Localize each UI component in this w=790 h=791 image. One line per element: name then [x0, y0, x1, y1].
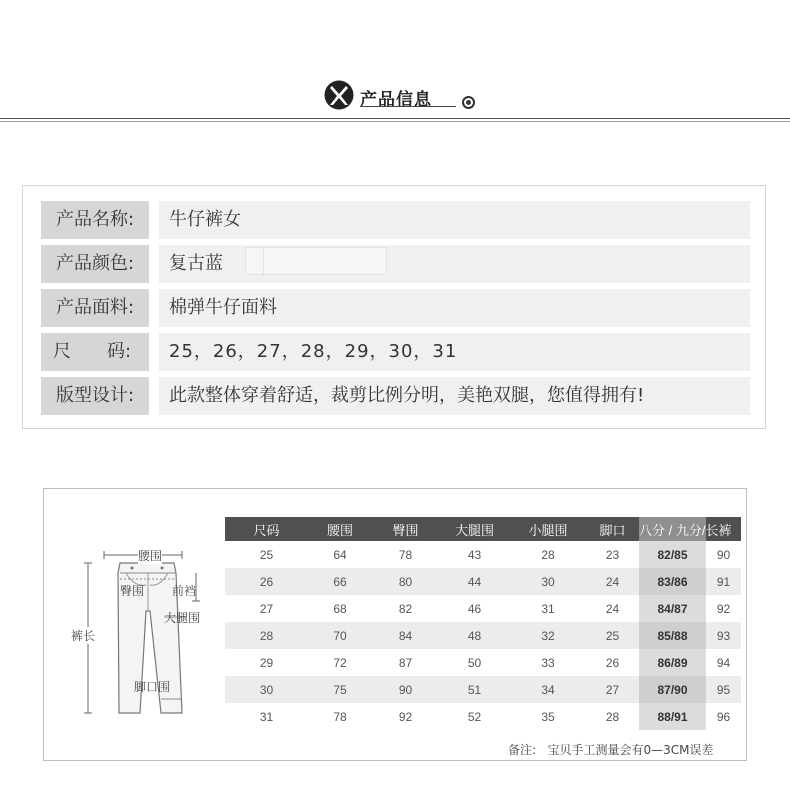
- title-underline: [360, 106, 456, 107]
- table-cell: 92: [398, 709, 413, 724]
- table-cell: 66: [308, 568, 372, 595]
- info-value: 此款整体穿着舒适，裁剪比例分明，美艳双腿，您值得拥有!: [159, 377, 750, 415]
- table-cell: 23: [605, 547, 620, 562]
- table-cell: 83/86: [639, 568, 706, 595]
- table-cell: 96: [716, 709, 731, 724]
- table-row: [225, 703, 741, 730]
- table-cell: 90: [716, 547, 731, 562]
- column-header: 腰围: [308, 517, 372, 541]
- info-value: 复古蓝: [169, 253, 223, 274]
- table-cell: 50: [467, 655, 482, 670]
- table-cell: 52: [467, 709, 482, 724]
- info-label-part: 尺: [53, 341, 71, 362]
- table-cell: 87/90: [639, 676, 706, 703]
- product-info-panel: [22, 185, 766, 429]
- info-value: 25，26，27，28，29，30，31: [159, 333, 750, 371]
- table-cell: 82/85: [639, 541, 706, 568]
- table-cell: 64: [333, 547, 347, 562]
- size-chart-panel: [43, 488, 747, 761]
- diagram-label-thigh: 大腿围: [164, 611, 201, 625]
- swatch-divider: [246, 248, 264, 276]
- size-table-header: [225, 517, 741, 541]
- table-cell: 28: [541, 547, 555, 562]
- table-cell: 25: [259, 547, 274, 562]
- info-label: [41, 333, 149, 371]
- table-cell: 27: [586, 676, 639, 703]
- table-cell: 48: [439, 622, 510, 649]
- table-cell: 31: [259, 709, 274, 724]
- measurement-note: 备注: 宝贝手工测量会有0—3CM误差: [508, 743, 714, 757]
- table-cell: 72: [333, 655, 347, 670]
- info-value: 棉弹牛仔面料: [159, 289, 750, 327]
- column-header: 大腿围: [439, 517, 510, 541]
- table-cell: 24: [605, 601, 620, 616]
- table-cell: 34: [510, 676, 586, 703]
- table-cell: 95: [706, 676, 741, 703]
- table-cell: 70: [308, 622, 372, 649]
- table-cell: 26: [225, 568, 308, 595]
- table-row: [225, 541, 741, 568]
- pants-measurement-diagram: [64, 541, 214, 716]
- info-label-part: 码:: [107, 341, 132, 362]
- color-swatch: [245, 247, 387, 275]
- info-value: 牛仔裤女: [159, 201, 750, 239]
- table-row: [225, 595, 741, 622]
- info-row-fabric: [41, 289, 750, 327]
- info-row-size: [41, 333, 750, 371]
- table-cell: 85/88: [639, 622, 706, 649]
- target-circle-icon: [462, 96, 475, 109]
- table-cell: 80: [372, 568, 439, 595]
- info-label: 产品名称:: [41, 201, 149, 239]
- table-cell: 35: [541, 709, 555, 724]
- column-header: 尺码: [225, 517, 308, 541]
- diagram-label-hem: 脚口围: [134, 680, 171, 694]
- table-cell: 27: [259, 601, 274, 616]
- table-cell: 51: [439, 676, 510, 703]
- table-cell: 30: [510, 568, 586, 595]
- table-cell: 78: [333, 709, 347, 724]
- x-circle-logo-icon: [324, 80, 354, 110]
- diagram-label-front-rise: 前裆: [172, 584, 197, 598]
- table-cell: 44: [439, 568, 510, 595]
- table-cell: 28: [225, 622, 308, 649]
- table-cell: 31: [541, 601, 555, 616]
- table-cell: 84/87: [639, 595, 706, 622]
- size-table: [225, 517, 741, 730]
- diagram-label-waist: 腰围: [138, 549, 163, 563]
- table-cell: 90: [372, 676, 439, 703]
- table-cell: 88/91: [639, 703, 706, 730]
- table-cell: 43: [467, 547, 482, 562]
- table-row: [225, 676, 741, 703]
- table-cell: 32: [510, 622, 586, 649]
- info-label: 产品面料:: [41, 289, 149, 327]
- info-row-name: [41, 201, 750, 239]
- table-row: [225, 622, 741, 649]
- table-cell: 29: [259, 655, 274, 670]
- column-header: 小腿围: [510, 517, 586, 541]
- column-header: 臀围: [372, 517, 439, 541]
- table-cell: 84: [372, 622, 439, 649]
- section-title: 产品信息: [360, 90, 432, 110]
- table-cell: 28: [605, 709, 620, 724]
- table-row: [225, 649, 741, 676]
- table-cell: 94: [716, 655, 731, 670]
- table-cell: 92: [716, 601, 731, 616]
- diagram-label-hip: 臀围: [120, 584, 145, 598]
- info-label: 产品颜色:: [41, 245, 149, 283]
- info-row-design: [41, 377, 750, 415]
- header-divider: [0, 118, 790, 119]
- table-cell: 93: [706, 622, 741, 649]
- info-row-color: [41, 245, 750, 283]
- table-cell: 33: [541, 655, 555, 670]
- table-cell: 78: [398, 547, 413, 562]
- table-cell: 75: [308, 676, 372, 703]
- table-cell: 86/89: [639, 649, 706, 676]
- header-divider-secondary: [0, 121, 790, 122]
- diagram-label-length: 裤长: [71, 629, 96, 643]
- table-cell: 24: [586, 568, 639, 595]
- column-header: 脚口: [586, 517, 639, 541]
- table-cell: 25: [586, 622, 639, 649]
- table-cell: 26: [605, 655, 620, 670]
- column-header-length: 八分 / 九分/长裤: [639, 517, 741, 541]
- table-cell: 91: [706, 568, 741, 595]
- table-cell: 30: [225, 676, 308, 703]
- table-row: [225, 568, 741, 595]
- table-cell: 46: [467, 601, 482, 616]
- table-cell: 87: [398, 655, 413, 670]
- table-cell: 68: [333, 601, 347, 616]
- table-cell: 82: [398, 601, 413, 616]
- info-label: 版型设计:: [41, 377, 149, 415]
